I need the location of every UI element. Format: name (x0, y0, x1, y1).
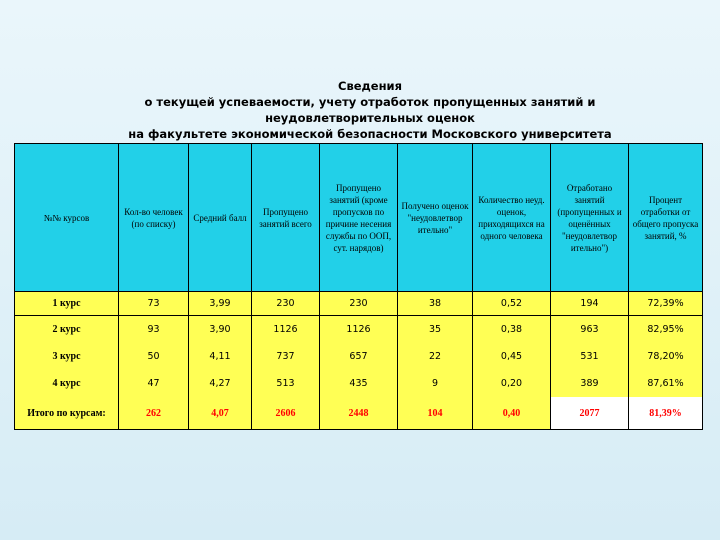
cell-percent: 72,39% (629, 292, 703, 316)
cell-percent: 82,95% (629, 316, 703, 344)
table-row (15, 316, 703, 344)
table-row (15, 370, 703, 397)
cell-fail-per-person: 0,20 (473, 370, 551, 397)
cell-avg-score: 4,11 (189, 343, 252, 370)
cell-worked-off: 194 (551, 292, 629, 316)
total-row (15, 397, 703, 430)
cell-fail-grades: 38 (398, 292, 473, 316)
total-missed-total: 2606 (252, 397, 320, 430)
cell-worked-off: 389 (551, 370, 629, 397)
title-line-1: Сведения (338, 79, 402, 93)
total-label: Итого по курсам: (15, 397, 119, 430)
cell-fail-grades: 35 (398, 316, 473, 344)
total-fail-per-person: 0,40 (473, 397, 551, 430)
cell-course: 1 курс (15, 292, 119, 316)
total-fail-grades: 104 (398, 397, 473, 430)
header-worked-off: Отработано занятий (пропущенных и оценённых "неудовлетвор ительно") (551, 144, 629, 292)
cell-count: 50 (119, 343, 189, 370)
total-worked-off: 2077 (551, 397, 629, 430)
cell-fail-per-person: 0,38 (473, 316, 551, 344)
cell-missed-total: 1126 (252, 316, 320, 344)
cell-avg-score: 3,90 (189, 316, 252, 344)
cell-missed-total: 737 (252, 343, 320, 370)
cell-count: 93 (119, 316, 189, 344)
title-line-3: на факультете экономической безопасности Московского университета (128, 127, 612, 141)
cell-missed-total: 230 (252, 292, 320, 316)
cell-percent: 78,20% (629, 343, 703, 370)
title-line-2: о текущей успеваемости, учету отработок пропущенных занятий и неудовлетворительных оценок (144, 95, 596, 125)
cell-fail-grades: 22 (398, 343, 473, 370)
cell-count: 73 (119, 292, 189, 316)
cell-course: 4 курс (15, 370, 119, 397)
header-course: №№ курсов (15, 144, 119, 292)
statistics-table-wrapper (14, 143, 702, 430)
cell-avg-score: 4,27 (189, 370, 252, 397)
cell-missed-excl: 657 (320, 343, 398, 370)
cell-course: 3 курс (15, 343, 119, 370)
header-missed-excl: Пропущено занятий (кроме пропусков по причине несения службы по ООП, сут. нарядов) (320, 144, 398, 292)
header-fail-grades: Получено оценок "неудовлетвор ительно" (398, 144, 473, 292)
header-missed-total: Пропущено занятий всего (252, 144, 320, 292)
cell-worked-off: 963 (551, 316, 629, 344)
statistics-table (14, 143, 703, 430)
cell-missed-excl: 1126 (320, 316, 398, 344)
total-avg-score: 4,07 (189, 397, 252, 430)
cell-missed-excl: 230 (320, 292, 398, 316)
cell-fail-per-person: 0,45 (473, 343, 551, 370)
header-fail-per-person: Количество неуд. оценок, приходящихся на одного человека (473, 144, 551, 292)
cell-fail-grades: 9 (398, 370, 473, 397)
total-missed-excl: 2448 (320, 397, 398, 430)
header-row (15, 144, 703, 292)
table-row (15, 343, 703, 370)
table-row (15, 292, 703, 316)
cell-avg-score: 3,99 (189, 292, 252, 316)
cell-missed-total: 513 (252, 370, 320, 397)
cell-course: 2 курс (15, 316, 119, 344)
total-count: 262 (119, 397, 189, 430)
cell-worked-off: 531 (551, 343, 629, 370)
cell-percent: 87,61% (629, 370, 703, 397)
header-percent: Процент отработки от общего пропуска занятий, % (629, 144, 703, 292)
header-count: Кол-во человек (по списку) (119, 144, 189, 292)
cell-missed-excl: 435 (320, 370, 398, 397)
cell-fail-per-person: 0,52 (473, 292, 551, 316)
cell-count: 47 (119, 370, 189, 397)
header-avg-score: Средний балл (189, 144, 252, 292)
total-percent: 81,39% (629, 397, 703, 430)
